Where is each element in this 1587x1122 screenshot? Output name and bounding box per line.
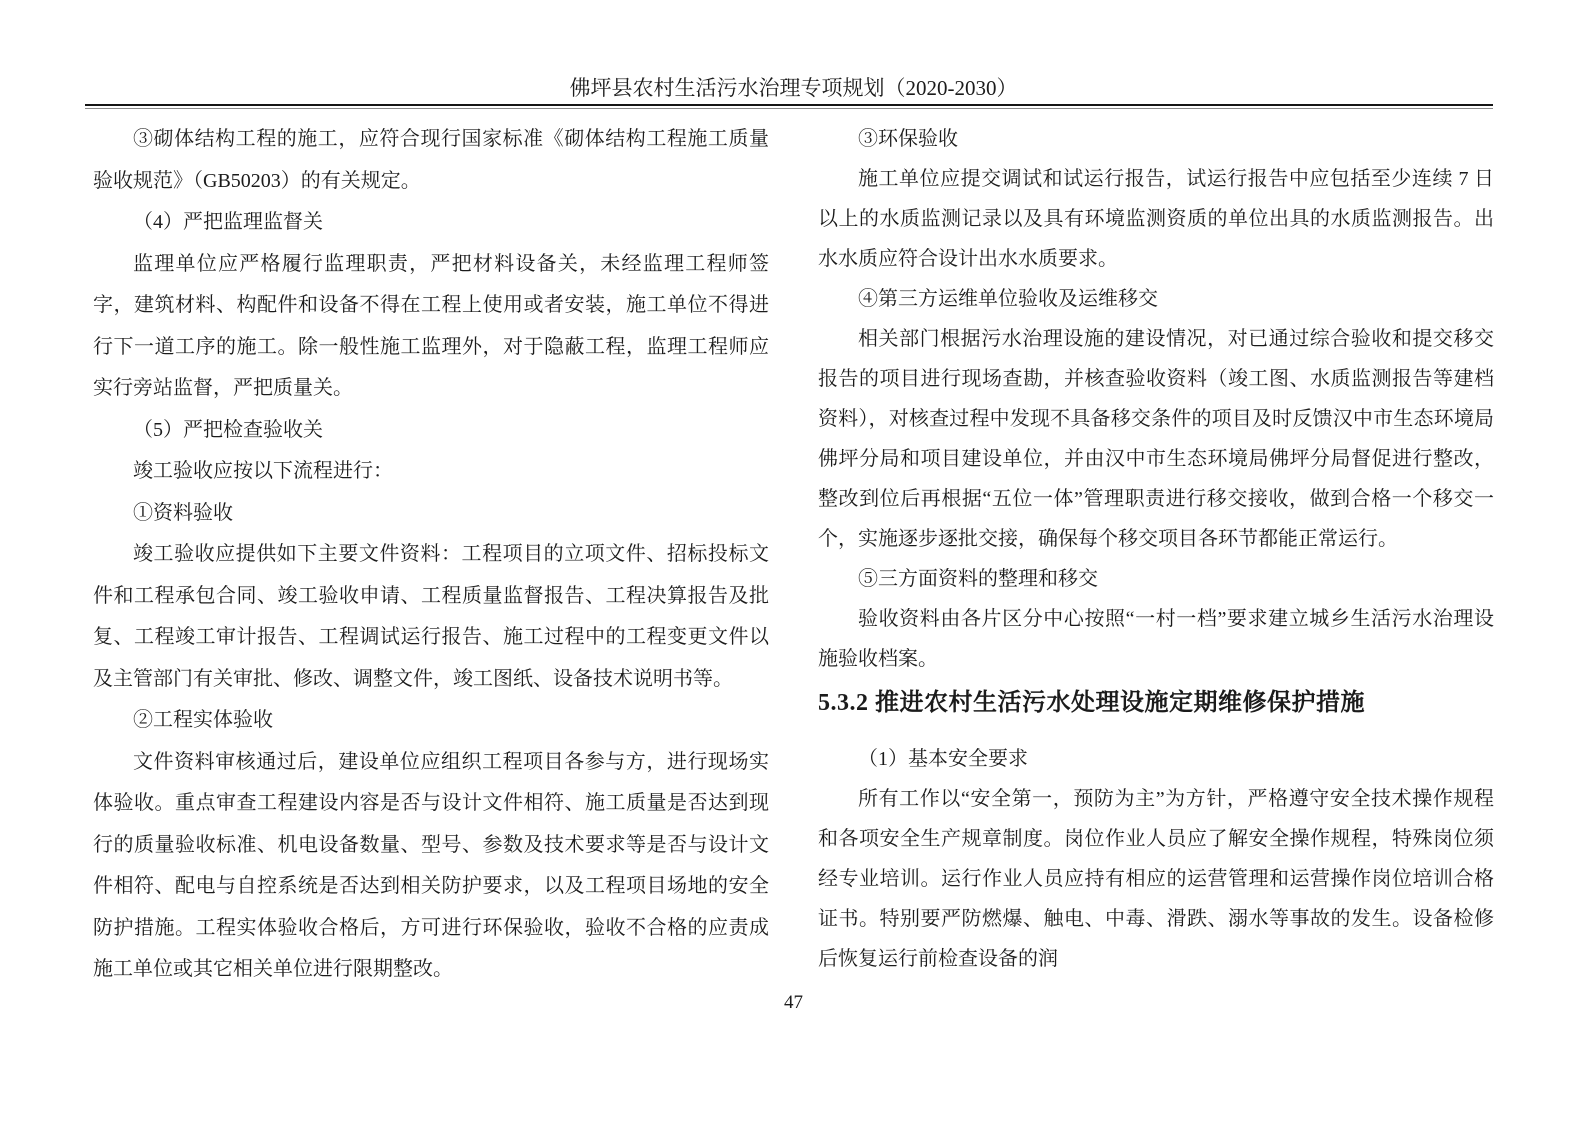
paragraph: 监理单位应严格履行监理职责，严把材料设备关，未经监理工程师签字，建筑材料、构配件和设备不得在工程上使用或者安装，施工单位不得进行下一道工序的施工。除一般性施工监理外，对于隐蔽工程，监理工程师应实行旁站监督，严把质量关。 [93,252,769,399]
paragraph: （1）基本安全要求 [858,748,1028,770]
paragraph: ③环保验收 [858,128,958,150]
paragraph: ④第三方运维单位验收及运维移交 [858,288,1158,310]
paragraph: 文件资料审核通过后，建设单位应组织工程项目各参与方，进行现场实体验收。重点审查工程建设内容是否与设计文件相符、施工质量是否达到现行的质量验收标准、机电设备数量、型号、参数及技术要求等是否与设计文件相符、配电与自控系统是否达到相关防护要求，以及工程项目场地的安全防护措施。工程实体验收合格后，方可进行环保验收，验收不合格的应责成施工单位或其它相关单位进行限期整改。 [93,750,769,980]
section-heading-5-3-2: 5.3.2 推进农村生活污水处理设施定期维修保护措施 [818,690,1365,716]
paragraph: ①资料验收 [133,501,233,524]
page-number: 47 [784,992,803,1013]
paragraph: 相关部门根据污水治理设施的建设情况，对已通过综合验收和提交移交报告的项目进行现场查勘，并核查验收资料（竣工图、水质监测报告等建档资料），对核查过程中发现不具备移交条件的项目及时反馈汉中市生态环境局佛坪分局和项目建设单位，并由汉中市生态环境局佛坪分局督促进行整改，整改到位后再根据“五位一体”管理职责进行移交接收，做到合格一个移交一个，实施逐步逐批交接，确保每个移交项目各环节都能正常运行。 [818,328,1494,550]
paragraph: （4）严把监理监督关 [133,211,323,233]
paragraph: ③砌体结构工程的施工，应符合现行国家标准《砌体结构工程施工质量验收规范》（GB50203）的有关规定。 [93,128,769,192]
paragraph: 验收资料由各片区分中心按照“一村一档”要求建立城乡生活污水治理设施验收档案。 [818,608,1494,670]
paragraph: （5）严把检查验收关 [133,418,323,441]
paragraph: 竣工验收应按以下流程进行： [133,460,393,482]
header-rule [85,104,1493,109]
paragraph: 竣工验收应提供如下主要文件资料：工程项目的立项文件、招标投标文件和工程承包合同、竣工验收申请、工程质量监督报告、工程决算报告及批复、工程竣工审计报告、工程调试运行报告、施工过程中的工程变更文件以及主管部门有关审批、修改、调整文件，竣工图纸、设备技术说明书等。 [93,543,769,690]
paragraph: 施工单位应提交调试和试运行报告，试运行报告中应包括至少连续 7 日以上的水质监测记录以及具有环境监测资质的单位出具的水质监测报告。出水水质应符合设计出水水质要求。 [818,168,1494,270]
column-left [93,119,769,991]
paragraph: 所有工作以“安全第一，预防为主”为方针，严格遵守安全技术操作规程和各项安全生产规章制度。岗位作业人员应了解安全操作规程，特殊岗位须经专业培训。运行作业人员应持有相应的运营管理和运营操作岗位培训合格证书。特别要严防燃爆、触电、中毒、滑跌、溺水等事故的发生。设备检修后恢复运行前检查设备的润 [818,788,1494,970]
paragraph: ⑤三方面资料的整理和移交 [858,568,1098,590]
paragraph: ②工程实体验收 [133,709,273,731]
column-right [818,119,1494,979]
header-title: 佛坪县农村生活污水治理专项规划（2020-2030） [569,76,1018,100]
